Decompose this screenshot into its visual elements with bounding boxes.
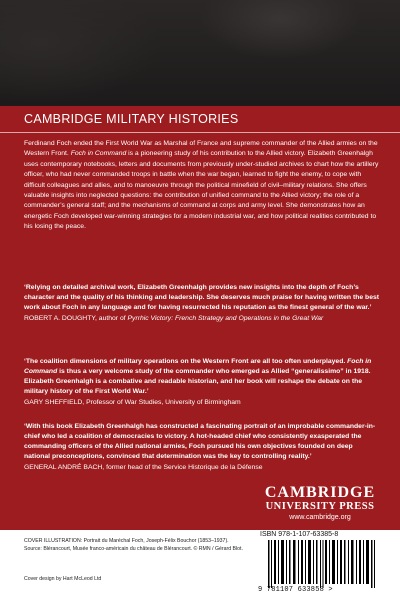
cover-design-credit: Cover design by Hart McLeod Ltd bbox=[24, 576, 102, 582]
title-rule bbox=[0, 132, 400, 133]
review-quote-1-attribution bbox=[24, 314, 380, 324]
review-quote-1-text: ‘Relying on detailed archival work, Elizabeth Greenhalgh provides new insights into the depth of Foch’s character and the quality of his thinking and leadership. She deserves much praise for having written the best work about Foch in any language and for having resurrected his reputation as the finest general of the war.’ bbox=[24, 284, 380, 311]
blurb-text-1: Ferdinand Foch ended the First World War as Marshal of France and supreme commander of the Allied armies on the Western Front. bbox=[24, 140, 378, 158]
review-quote-2-text-a: ‘The coalition dimensions of military operations on the Western Front are all too often underplayed. bbox=[24, 358, 348, 365]
review-quote-2-name: GARY SHEFFIELD, bbox=[24, 399, 85, 406]
blurb-paragraph bbox=[24, 139, 380, 233]
review-quote-1-book: Pyrrhic Victory: French Strategy and Operations in the Great War bbox=[127, 315, 324, 322]
publisher-name-line2: UNIVERSITY PRESS bbox=[265, 501, 375, 512]
cover-illustration-credit: COVER ILLUSTRATION: Portrait du Maréchal Foch, Joseph-Félix Bouchor (1853–1937). Source: Blérancourt, Musée franco-américain du château de Blérancourt. © RMN / Gérard Blot. bbox=[24, 538, 243, 552]
review-quote-3-role: former head of the Service Historique de la Défense bbox=[104, 464, 263, 471]
review-quote-1 bbox=[24, 283, 380, 324]
barcode-graphic bbox=[268, 540, 376, 588]
review-quote-2-role: Professor of War Studies, University of Birmingham bbox=[84, 399, 241, 406]
blurb-book-title: Foch in Command bbox=[70, 150, 127, 158]
review-quote-2 bbox=[24, 357, 380, 408]
review-quote-2-book-title: Foch in Command bbox=[24, 358, 372, 375]
review-quote-2-text-b: is thus a very welcome study of the commander who emerged as Allied “generalissimo” in 1918. Elizabeth Greenhalgh is a combative and readable historian, and her book will reshape the debate on the military history of the First World War.’ bbox=[24, 368, 371, 395]
review-quote-1-name: ROBERT A. DOUGHTY, bbox=[24, 315, 97, 322]
cover-photo-strip bbox=[0, 0, 400, 106]
publisher-url: www.cambridge.org bbox=[289, 514, 351, 521]
review-quote-2-attribution bbox=[24, 398, 380, 408]
blurb-text-2: is a pioneering study of his contribution to the Allied victory. Elizabeth Greenhalgh uses contemporary notebooks, letters and documents from previously under-studied archives to chart how the artillery officer, who had never commanded troops in battle when the war began, learned to fight the enemy, to cope with difficult colleagues and allies, and to manoeuvre through the political minefield of civil–military relations. She offers valuable insights into neglected questions: the contribution of unified command to the Allied victory; the role of a commander’s general staff; and the mechanisms of command at corps and army level. She demonstrates how an energetic Foch developed war-winning strategies for a modern industrial war, and how political realities contributed to his losing the peace. bbox=[24, 150, 379, 231]
series-title: CAMBRIDGE MILITARY HISTORIES bbox=[24, 112, 239, 126]
review-quote-3 bbox=[24, 422, 380, 473]
publisher-name-line1: CAMBRIDGE bbox=[264, 484, 376, 501]
publisher-logo bbox=[255, 485, 385, 523]
barcode-digits: 9 781107 633858 > bbox=[258, 586, 333, 594]
review-quote-3-text: ‘With this book Elizabeth Greenhalgh has constructed a fascinating portrait of an improbable commander-in-chief who led a coalition of democracies to victory. A hot-headed chief who consistently exasperated the commanding officers of the Allied national armies, Foch pursued his own objectives founded on deep national preconceptions, convinced that determination was the key to controlling reality.’ bbox=[24, 423, 376, 460]
review-quote-3-name: GENERAL ANDRÉ BACH, bbox=[24, 464, 105, 471]
review-quote-3-attribution bbox=[24, 463, 380, 473]
review-quote-1-role: author of bbox=[96, 315, 128, 322]
isbn-label: ISBN 978-1-107-63385-8 bbox=[260, 531, 339, 538]
